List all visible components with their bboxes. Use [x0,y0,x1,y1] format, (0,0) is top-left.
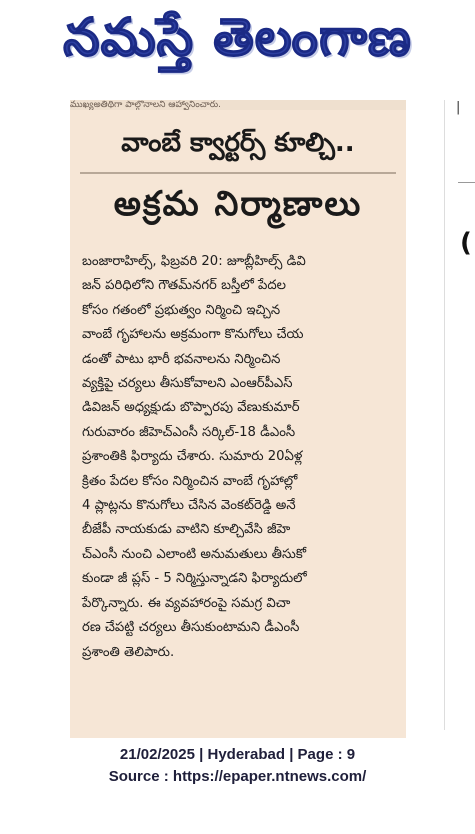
masthead-logo [0,0,475,80]
body-line: గురువారం జీహెచ్‌ఎంసీ సర్కిల్-18 డీఎంసీ [82,424,296,440]
adjacent-headline-fragment: ( [460,228,472,258]
body-line: క్రితం పేదల కోసం నిర్మించిన వాంబే గృహాల్లో [82,473,298,489]
body-line: కోసం గతంలో ప్రభుత్వం నిర్మించి ఇచ్చిన [82,302,281,318]
body-line: బీజేపీ నాయకుడు వాటిని కూల్చివేసి జీహె [82,522,291,538]
adjacent-column-fragment [450,100,475,730]
body-line: బంజారాహిల్స్, ఫిబ్రవరి 20: జూబ్లీహిల్స్ డివి [82,254,306,269]
body-line: డంతో పాటు భారీ భవనాలను నిర్మించిన [82,351,281,367]
masthead-title: నమస్తే తెలంగాణ [63,8,412,68]
body-line: జన్ పరిధిలోని గౌతమ్‌నగర్ బస్తీలో పేదల [82,278,287,294]
source-link[interactable]: Source : https://epaper.ntnews.com/ [108,768,367,785]
body-line: కుండా జీ ప్లస్ - 5 నిర్మిస్తున్నాడని ఫిర్యాదులో [82,571,307,587]
body-line: చ్‌ఎంసీ నుంచి ఎలాంటి అనుమతులు తీసుకో [82,546,306,562]
body-line: రణ చేపట్టి చర్యలు తీసుకుంటామని డీఎంసీ [82,620,300,636]
headline-divider [80,172,396,174]
headline-line-2: అక్రమ నిర్మాణాలు [113,184,363,224]
body-line: 4 ప్లాట్లను కొనుగోలు చేసిన వెంకట్‌రెడ్డి అనే [82,498,296,514]
article-body [82,250,394,665]
news-clipping [70,100,406,738]
body-line: వాంబే గృహాలను అక్రమంగా కొనుగోలు చేయ [82,327,304,343]
body-line: డివిజన్ అధ్యక్షుడు బొప్పారపు వేణుకుమార్ [82,400,300,416]
headline-line-1: వాంబే క్వార్టర్స్ కూల్చి.. [121,128,355,158]
edition-info: 21/02/2025 | Hyderabad | Page : 9 [119,746,356,763]
previous-article-cut-line: ముఖ్యఅతిథిగా పాల్గొనాలని ఆహ్వానించారు. [70,100,406,110]
page-footer [0,744,475,788]
fragment-glyph: | [456,100,461,115]
body-line: పేర్కొన్నారు. ఈ వ్యవహారంపై సమగ్ర విచా [82,595,291,611]
body-line: వ్యక్తిపై చర్యలు తీసుకోవాలని ఎంఆర్‌పీఎస్ [82,376,293,392]
body-line: ప్రశాంతికి ఫిర్యాదు చేశారు. సుమారు 20ఏళ్ల [82,449,303,465]
body-line: ప్రశాంతి తెలిపారు. [82,644,175,660]
column-divider [444,100,445,730]
adjacent-column-rule [458,182,475,183]
